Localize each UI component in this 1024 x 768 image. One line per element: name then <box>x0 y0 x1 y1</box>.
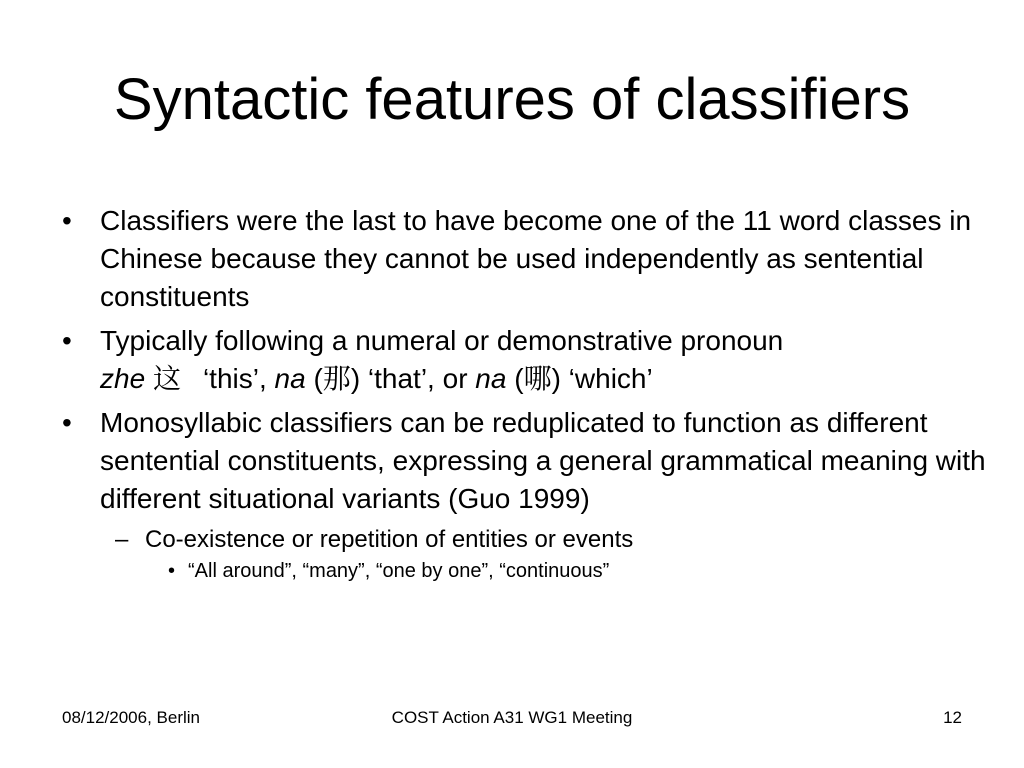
bullet-text: Classifiers were the last to have become one of the 11 word classes in Chinese because they cannot be used independently as sentential constituents <box>100 205 972 312</box>
bullet-marker: • <box>62 325 72 356</box>
bullet-item <box>62 404 992 518</box>
pinyin-na-which: na <box>475 363 507 394</box>
bullet-marker: • <box>168 560 176 582</box>
sub-bullet-text: Co-existence or repetition of entities or events <box>145 526 634 553</box>
footer-date-location: 08/12/2006, Berlin <box>62 708 200 727</box>
sub-sub-bullet-text: “All around”, “many”, “one by one”, “continuous” <box>188 560 610 582</box>
bullet-marker: • <box>62 205 72 236</box>
footer-page-number: 12 <box>943 708 962 727</box>
hanzi-na-that: 那 <box>322 362 351 395</box>
bullet-item <box>62 202 992 316</box>
paren-open: ( <box>506 363 524 394</box>
bullet-continuation <box>100 363 653 394</box>
bullet-marker: • <box>62 407 72 438</box>
bullet-item <box>62 322 992 398</box>
hanzi-zhe: 这 <box>152 362 181 395</box>
hanzi-na-which: 哪 <box>523 362 552 395</box>
dash-marker: – <box>115 526 129 553</box>
gloss-which: ) ‘which’ <box>551 363 653 394</box>
footer-event: COST Action A31 WG1 Meeting <box>391 708 633 727</box>
bullet-text: Monosyllabic classifiers can be reduplicated to function as different sentential constituents, expressing a general grammatical meaning with different situational variants (Guo 1999) <box>100 407 986 514</box>
sub-bullet-item <box>62 524 992 556</box>
paren-open: ( <box>305 363 323 394</box>
slide-title: Syntactic features of classifiers <box>113 67 911 132</box>
gloss-that: ) ‘that’, or <box>350 363 476 394</box>
pinyin-na: na <box>274 363 306 394</box>
sub-sub-bullet-item <box>62 556 992 586</box>
bullet-text: Typically following a numeral or demonstrative pronoun <box>100 325 784 356</box>
pinyin-zhe: zhe <box>100 363 146 394</box>
slide-body <box>62 202 992 586</box>
gloss-this: ‘this’, <box>202 363 275 394</box>
